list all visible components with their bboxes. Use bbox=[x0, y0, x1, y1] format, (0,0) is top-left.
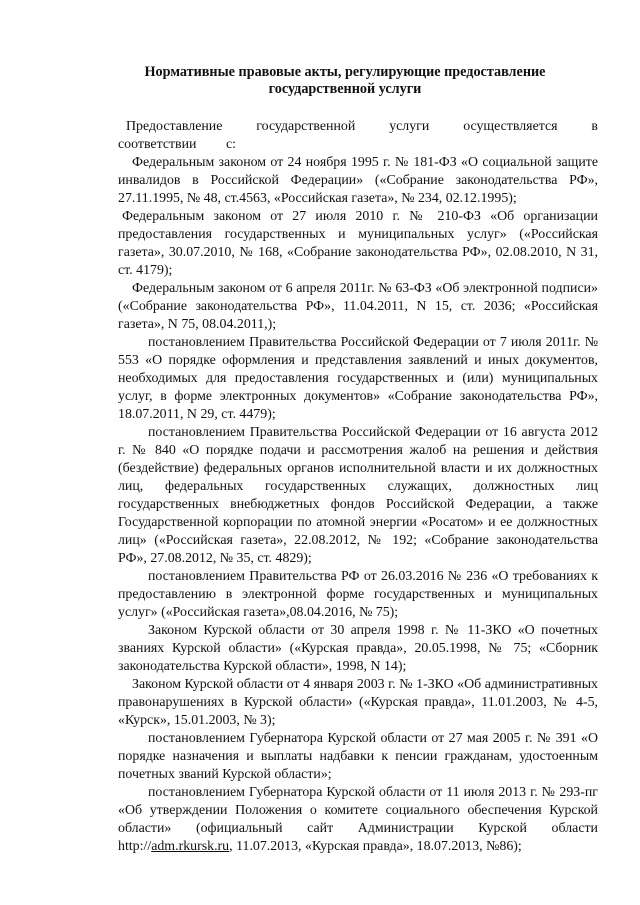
intro-paragraph: Предоставление государственной услуги осуществляется в соответствии с: bbox=[118, 119, 598, 152]
act-paragraph: постановлением Губернатора Курской области от 27 мая 2005 г. № 391 «О порядке назначения и выплаты надбавки к пенсии гражданам, удостоенным почетных званий Курской области»; bbox=[118, 731, 598, 782]
title-line-2: государственной услуги bbox=[268, 81, 422, 97]
act-paragraph: постановлением Правительства Российской Федерации от 16 августа 2012 г. № 840 «О порядке подачи и рассмотрения жалоб на решения и действия (бездействие) федеральных органов исполнительной власти и их должностных лиц, федеральных государственных служащих, должностных лиц государственных внебюджетных фондов Российской Федерации, а также Государственной корпорации по атомной энергии «Росатом» и ее должностных лиц» («Российская газета», 22.08.2012, № 192; «Собрание законодательства РФ», 27.08.2012, № 35, ст. 4829); bbox=[118, 425, 598, 566]
last-paragraph-end: , 11.07.2013, «Курская правда», 18.07.2013, №86); bbox=[229, 839, 522, 854]
act-paragraph: Федеральным законом от 6 апреля 2011г. № 63-ФЗ «Об электронной подписи» («Собрание законодательства РФ», 11.04.2011, N 15, ст. 2036; «Российская газета», N 75, 08.04.2011,); bbox=[118, 281, 598, 332]
act-paragraph: постановлением Правительства РФ от 26.03.2016 № 236 «О требованиях к предоставлению в электронной форме государственных и муниципальных услуг» («Российская газета»,08.04.2016, № 75); bbox=[118, 569, 598, 620]
document-body bbox=[118, 118, 598, 856]
act-paragraph: Федеральным законом от 24 ноября 1995 г. № 181-ФЗ «О социальной защите инвалидов в Российской Федерации» («Собрание законодательства РФ», 27.11.1995, № 48, ст.4563, «Российская газета», № 234, 02.12.1995); bbox=[118, 155, 598, 206]
act-paragraph: постановлением Правительства Российской Федерации от 7 июля 2011г. № 553 «О порядке оформления и представления заявлений и иных документов, необходимых для предоставления государственных и (или) муниципальных услуг, в форме электронных документов» «Собрание законодательства РФ», 18.07.2011, N 29, ст. 4479); bbox=[118, 335, 598, 422]
act-paragraph: Законом Курской области от 4 января 2003 г. № 1-ЗКО «Об административных правонарушениях в Курской области» («Курская правда», 11.01.2003, № 4-5, «Курск», 15.01.2003, № 3); bbox=[118, 677, 598, 728]
last-paragraph-start: постановлением Губернатора Курской области от 11 июля 2013 г. № 293-пг «Об утверждении Положения о комитете социального обеспечения Курской области» (официальный сайт Администрации Курской области http:// bbox=[118, 785, 598, 854]
act-paragraph-last bbox=[118, 784, 598, 856]
website-link[interactable]: adm.rkursk.ru bbox=[151, 839, 230, 854]
act-paragraph: Законом Курской области от 30 апреля 1998 г. № 11-ЗКО «О почетных званиях Курской области» («Курская правда», 20.05.1998, № 75; «Сборник законодательства Курской области», 1998, N 14); bbox=[118, 623, 598, 674]
act-paragraph: Федеральным законом от 27 июля 2010 г. № 210-ФЗ «Об организации предоставления государственных и муниципальных услуг» («Российская газета», 30.07.2010, № 168, «Собрание законодательства РФ», 02.08.2010, N 31, ст. 4179); bbox=[118, 209, 598, 278]
document-title bbox=[110, 64, 580, 98]
title-line-1: Нормативные правовые акты, регулирующие предоставление bbox=[144, 64, 546, 80]
